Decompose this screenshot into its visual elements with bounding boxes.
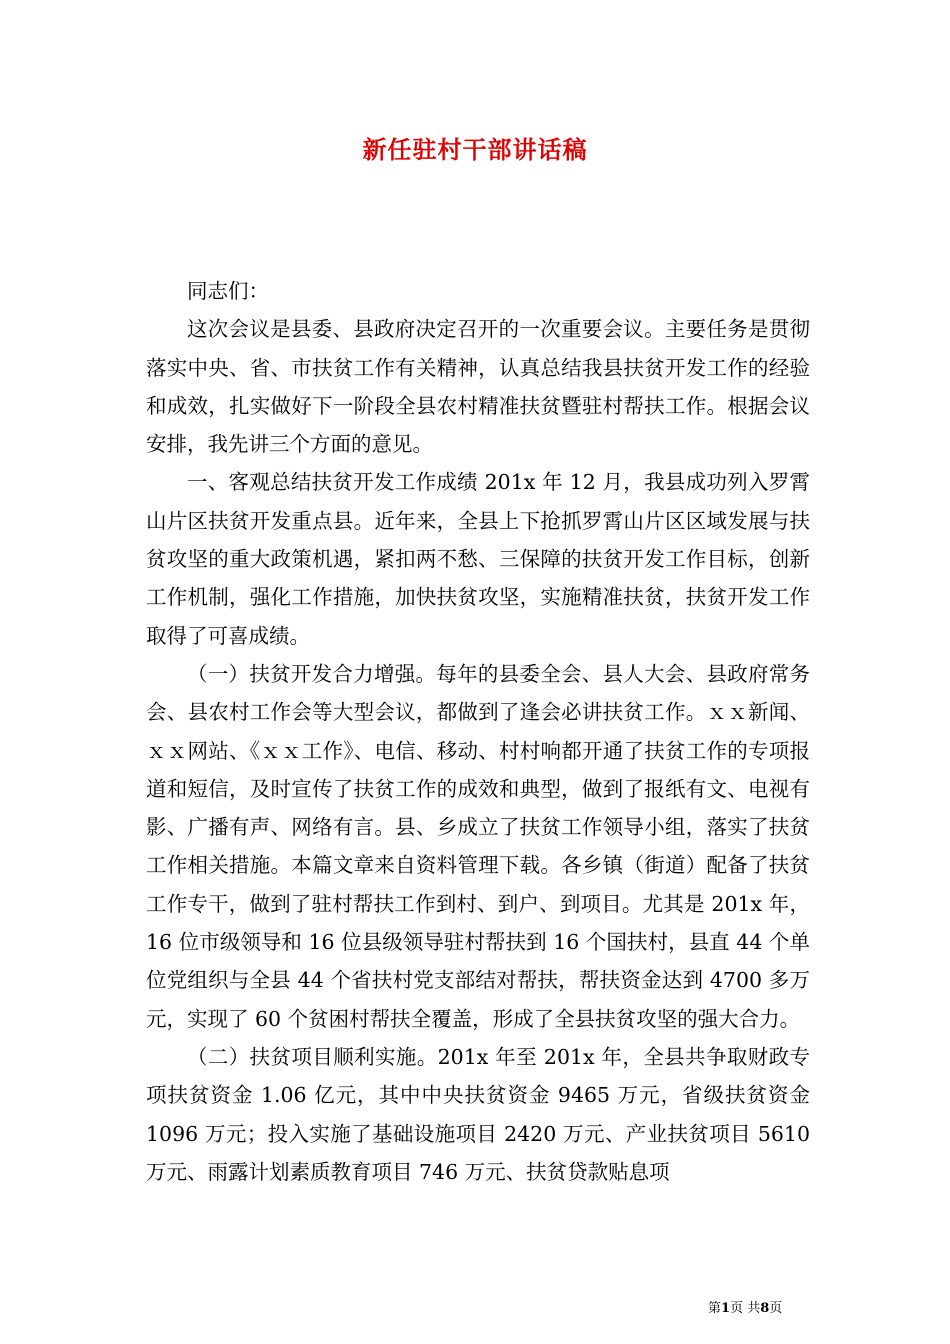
paragraph-subsection-one: （一）扶贫开发合力增强。每年的县委全会、县人大会、县政府常务会、县农村工作会等大型会议，都做到了逢会必讲扶贫工作。ｘｘ新闻、ｘｘ网站、《ｘｘ工作》、电信、移动、村村响都开通了扶贫工作的专项报道和短信，及时宣传了扶贫工作的成效和典型，做到了报纸有文、电视有影、广播有声、网络有言。县、乡成立了扶贫工作领导小组，落实了扶贫工作相关措施。本篇文章来自资料管理下载。各乡镇（街道）配备了扶贫工作专干，做到了驻村帮扶工作到村、到户、到项目。尤其是 201x 年，16 位市级领导和 16 位县级领导驻村帮扶到 16 个国扶村，县直 44 个单位党组织与全县 44 个省扶村党支部结对帮扶，帮扶资金达到 4700 多万元，实现了 60 个贫困村帮扶全覆盖，形成了全县扶贫攻坚的强大合力。 [146, 661, 810, 1031]
footer-middle: 页 共 [730, 1301, 761, 1316]
page-number-footer [708, 1300, 782, 1318]
footer-suffix: 页 [769, 1301, 783, 1316]
total-pages-number: 8 [760, 1301, 770, 1316]
paragraph-intro: 这次会议是县委、县政府决定召开的一次重要会议。主要任务是贯彻落实中央、省、市扶贫工作有关精神，认真总结我县扶贫开发工作的经验和成效，扎实做好下一阶段全县农村精准扶贫暨驻村帮扶工作。根据会议安排，我先讲三个方面的意见。 [146, 317, 810, 457]
document-title: 新任驻村干部讲话稿 [362, 135, 588, 164]
paragraph-subsection-two: （二）扶贫项目顺利实施。201x 年至 201x 年，全县共争取财政专项扶贫资金 1.06 亿元，其中中央扶贫资金 9465 万元，省级扶贫资金 1096 万元；投入实施了基础设施项目 2420 万元、产业扶贫项目 5610 万元、雨露计划素质教育项目 746 万元、扶贫贷款贴息项 [146, 1044, 810, 1184]
current-page-number: 1 [721, 1301, 731, 1316]
salutation: 同志们： [187, 279, 269, 303]
paragraph-section-one: 一、客观总结扶贫开发工作成绩 201x 年 12 月，我县成功列入罗霄山片区扶贫开发重点县。近年来，全县上下抢抓罗霄山片区区域发展与扶贫攻坚的重大政策机遇，紧扣两不愁、三保障的扶贫开发工作目标，创新工作机制，强化工作措施，加快扶贫攻坚，实施精准扶贫，扶贫开发工作取得了可喜成绩。 [146, 470, 810, 648]
document-body [146, 272, 810, 1191]
footer-prefix: 第 [708, 1301, 722, 1316]
